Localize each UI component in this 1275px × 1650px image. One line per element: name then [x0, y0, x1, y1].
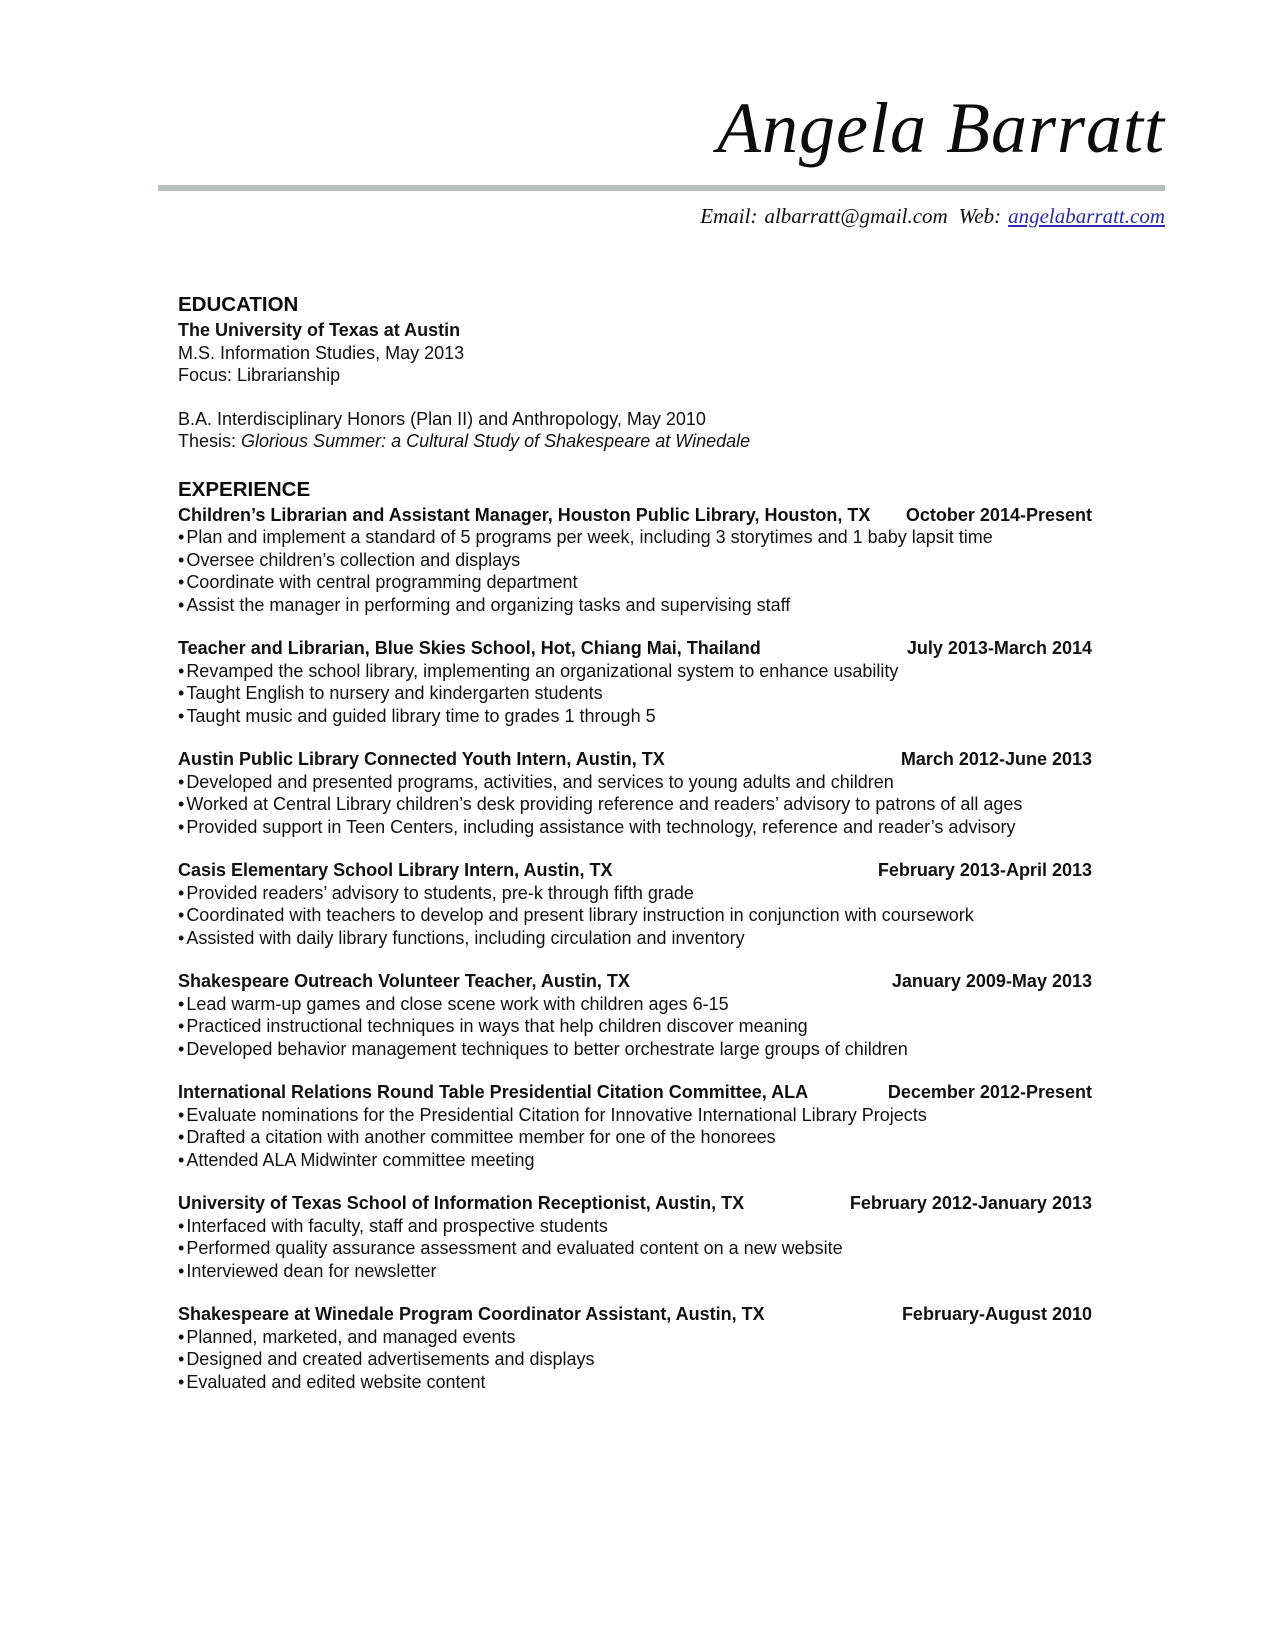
bullet-text: Assisted with daily library functions, including circulation and inventory — [186, 927, 745, 948]
job-bullet — [178, 526, 1092, 549]
education-degree-line: M.S. Information Studies, May 2013 — [178, 342, 465, 363]
bullet-icon: • — [178, 1149, 185, 1170]
job-heading-row — [178, 1192, 1092, 1215]
bullet-text: Coordinated with teachers to develop and present library instruction in conjunction with coursework — [186, 905, 974, 925]
bullet-icon: • — [178, 1016, 185, 1036]
job-entry — [178, 1081, 1092, 1171]
bullet-icon: • — [178, 1238, 185, 1258]
bullet-text: Provided support in Teen Centers, including assistance with technology, reference and reader’s advisory — [186, 816, 1016, 837]
job-title: Children’s Librarian and Assistant Manager, Houston Public Library, Houston, TX — [178, 504, 871, 525]
bullet-text: Oversee children’s collection and displays — [186, 549, 521, 570]
job-bullet — [178, 1260, 1092, 1283]
job-heading-row — [178, 637, 1092, 660]
bullet-text: Assist the manager in performing and organizing tasks and supervising staff — [186, 594, 791, 615]
job-bullet — [178, 1348, 1092, 1371]
job-dates: February 2013-April 2013 — [877, 860, 1092, 880]
bullet-text: Evaluated and edited website content — [186, 1371, 486, 1392]
bullet-icon: • — [178, 1260, 185, 1281]
job-bullet — [178, 1237, 1092, 1260]
bullet-icon: • — [178, 794, 185, 814]
job-bullet — [178, 594, 1092, 617]
job-title: Shakespeare at Winedale Program Coordinator Assistant, Austin, TX — [178, 1304, 765, 1324]
job-dates: December 2012-Present — [887, 1082, 1092, 1102]
email-value: albarratt@gmail.com — [764, 204, 948, 228]
bullet-icon: • — [178, 594, 185, 615]
job-dates: January 2009-May 2013 — [891, 971, 1092, 991]
job-title: International Relations Round Table Presidential Citation Committee, ALA — [178, 1082, 809, 1102]
bullet-text: Interviewed dean for newsletter — [186, 1260, 437, 1281]
job-title: Teacher and Librarian, Blue Skies School, Hot, Chiang Mai, Thailand — [178, 638, 761, 658]
job-title: University of Texas School of Information Receptionist, Austin, TX — [178, 1193, 745, 1213]
job-heading-row — [178, 970, 1092, 993]
bullet-icon: • — [178, 705, 185, 726]
job-entry — [178, 859, 1092, 949]
education-degree-line: B.A. Interdisciplinary Honors (Plan II) and Anthropology, May 2010 — [178, 408, 706, 429]
job-bullet — [178, 1126, 1092, 1149]
bullet-text: Developed behavior management techniques to better orchestrate large groups of children — [186, 1038, 908, 1059]
contact-line — [0, 204, 1165, 229]
job-bullet — [178, 1015, 1092, 1038]
education-entry-bachelors — [178, 408, 1092, 453]
job-heading-row — [178, 859, 1092, 882]
thesis-label: Thesis: — [178, 431, 237, 451]
job-heading-row — [178, 748, 1092, 771]
bullet-text: Taught music and guided library time to grades 1 through 5 — [186, 705, 656, 726]
bullet-icon: • — [178, 993, 185, 1014]
bullet-text: Taught English to nursery and kindergarten students — [186, 683, 603, 703]
education-thesis-line — [178, 430, 1092, 453]
job-bullet — [178, 1038, 1092, 1061]
job-entry — [178, 637, 1092, 727]
bullet-icon: • — [178, 1371, 185, 1392]
bullet-icon: • — [178, 660, 185, 681]
bullet-icon: • — [178, 683, 185, 703]
resume-header — [0, 0, 1275, 229]
bullet-text: Practiced instructional techniques in ways that help children discover meaning — [186, 1016, 808, 1036]
web-label: Web: — [958, 204, 1002, 228]
job-title: Shakespeare Outreach Volunteer Teacher, Austin, TX — [178, 971, 630, 991]
header-divider-rule — [158, 185, 1165, 191]
job-bullet — [178, 1215, 1092, 1238]
bullet-text: Coordinate with central programming department — [186, 572, 578, 592]
job-bullet — [178, 705, 1092, 728]
experience-heading: EXPERIENCE — [178, 477, 311, 501]
job-heading-row — [178, 1081, 1092, 1104]
bullet-text: Plan and implement a standard of 5 programs per week, including 3 storytimes and 1 baby lapsit time — [186, 527, 993, 547]
job-bullet — [178, 1104, 1092, 1127]
education-entry-masters — [178, 319, 1092, 387]
job-dates: July 2013-March 2014 — [906, 638, 1092, 658]
job-bullet — [178, 682, 1092, 705]
job-list — [178, 504, 1092, 1394]
bullet-icon: • — [178, 1038, 185, 1059]
bullet-text: Interfaced with faculty, staff and prospective students — [186, 1215, 608, 1236]
job-bullet — [178, 927, 1092, 950]
bullet-text: Attended ALA Midwinter committee meeting — [186, 1149, 535, 1170]
resume-body — [178, 293, 1092, 1393]
website-link[interactable]: angelabarratt.com — [1008, 204, 1165, 228]
job-title: Austin Public Library Connected Youth Intern, Austin, TX — [178, 749, 665, 769]
job-bullet — [178, 549, 1092, 572]
education-heading: EDUCATION — [178, 293, 299, 316]
bullet-text: Performed quality assurance assessment and evaluated content on a new website — [186, 1238, 843, 1258]
bullet-text: Worked at Central Library children’s desk providing reference and readers’ advisory to patrons of all ages — [186, 794, 1023, 814]
job-bullet — [178, 793, 1092, 816]
bullet-text: Evaluate nominations for the Presidential Citation for Innovative International Library Projects — [186, 1104, 927, 1125]
bullet-text: Planned, marketed, and managed events — [186, 1326, 516, 1347]
thesis-title: Glorious Summer: a Cultural Study of Shakespeare at Winedale — [241, 431, 751, 451]
job-dates: February 2012-January 2013 — [849, 1193, 1092, 1213]
job-heading-row — [178, 504, 1092, 527]
job-entry — [178, 748, 1092, 838]
education-section — [178, 293, 1092, 453]
bullet-text: Lead warm-up games and close scene work with children ages 6-15 — [186, 993, 729, 1014]
bullet-icon: • — [178, 882, 185, 903]
bullet-text: Developed and presented programs, activities, and services to young adults and children — [186, 771, 894, 792]
bullet-icon: • — [178, 771, 185, 792]
bullet-icon: • — [178, 1349, 185, 1369]
bullet-icon: • — [178, 1326, 185, 1347]
job-dates: March 2012-June 2013 — [900, 749, 1092, 769]
job-bullet — [178, 993, 1092, 1016]
education-focus-line: Focus: Librarianship — [178, 365, 341, 385]
job-entry — [178, 1192, 1092, 1282]
bullet-icon: • — [178, 527, 185, 547]
job-bullet — [178, 882, 1092, 905]
experience-section — [178, 478, 1092, 1394]
bullet-icon: • — [178, 816, 185, 837]
job-bullet — [178, 771, 1092, 794]
job-entry — [178, 1303, 1092, 1393]
email-label: Email: — [700, 204, 758, 228]
bullet-text: Provided readers’ advisory to students, pre-k through fifth grade — [186, 882, 694, 903]
job-entry — [178, 504, 1092, 617]
bullet-icon: • — [178, 572, 185, 592]
job-entry — [178, 970, 1092, 1060]
bullet-text: Revamped the school library, implementing an organizational system to enhance usability — [186, 660, 899, 681]
bullet-icon: • — [178, 927, 185, 948]
education-school: The University of Texas at Austin — [178, 320, 461, 340]
job-dates: February-August 2010 — [901, 1304, 1092, 1324]
bullet-icon: • — [178, 1104, 185, 1125]
job-bullet — [178, 660, 1092, 683]
job-bullet — [178, 1149, 1092, 1172]
bullet-icon: • — [178, 549, 185, 570]
job-bullet — [178, 816, 1092, 839]
job-title: Casis Elementary School Library Intern, Austin, TX — [178, 860, 613, 880]
bullet-text: Drafted a citation with another committee member for one of the honorees — [186, 1127, 776, 1147]
bullet-text: Designed and created advertisements and displays — [186, 1349, 595, 1369]
bullet-icon: • — [178, 1127, 185, 1147]
job-bullet — [178, 1326, 1092, 1349]
job-bullet — [178, 1371, 1092, 1394]
bullet-icon: • — [178, 1215, 185, 1236]
job-heading-row — [178, 1303, 1092, 1326]
bullet-icon: • — [178, 905, 185, 925]
person-name: Angela Barratt — [717, 88, 1165, 168]
job-dates: October 2014-Present — [905, 504, 1092, 525]
job-bullet — [178, 571, 1092, 594]
job-bullet — [178, 904, 1092, 927]
